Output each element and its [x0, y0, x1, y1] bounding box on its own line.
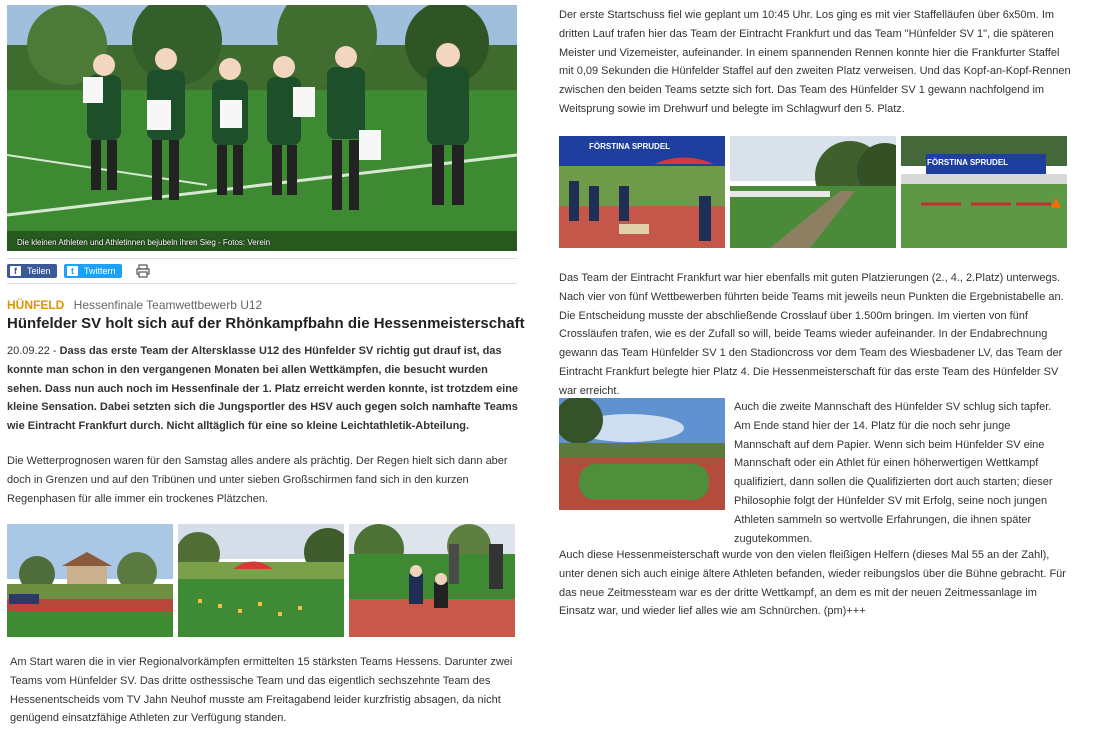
gallery-photo-stadium[interactable] — [7, 524, 173, 637]
article-date: 20.09.22 - — [7, 345, 57, 357]
article-category: Hessenfinale Teamwettbewerb U12 — [73, 298, 263, 312]
gallery-photo-aerial[interactable] — [559, 398, 725, 510]
article-location: HÜNFELD — [7, 298, 65, 312]
twitter-icon: t — [67, 266, 78, 276]
print-icon[interactable] — [136, 264, 150, 278]
facebook-share-button[interactable] — [7, 264, 57, 278]
relay-image — [559, 136, 725, 248]
hurdles-image — [901, 136, 1067, 248]
stadium-image — [7, 524, 173, 637]
sponsor-banner-text: FÖRSTINA SPRUDEL — [589, 142, 671, 151]
gallery-photo-cross[interactable] — [730, 136, 896, 248]
gallery-photo-field[interactable] — [178, 524, 344, 637]
hero-photo-caption: Die kleinen Athleten und Athletinnen bejubeln ihren Sieg - Fotos: Verein — [17, 238, 271, 247]
sponsor-banner-text: FÖRSTINA SPRUDEL — [927, 158, 1009, 167]
article-paragraph: Die Wetterprognosen waren für den Samstag alles andere als prächtig. Der Regen hielt sich dann aber doch in Grenzen und auf den Tribünen und unter sieben Großschirmen fand sich in den kurzen Regenphasen für alle immer ein trockenes Plätzchen. — [7, 455, 508, 505]
twitter-share-label: Twittern — [84, 266, 116, 276]
twitter-share-button[interactable] — [64, 264, 122, 278]
gallery-photo-longjump[interactable] — [349, 524, 515, 637]
gallery-photo-relay[interactable] — [559, 136, 725, 248]
facebook-share-label: Teilen — [27, 266, 51, 276]
article-paragraph: Auch die zweite Mannschaft des Hünfelder SV schlug sich tapfer. Am Ende stand hier der 14. Platz für die noch sehr junge Mannschaft auf dem Papier. Wenn sich beim Hünfelder SV eine Mannschaft oder ein Athlet für einen höherwertigen Wettkampf qualifiziert, dann sollen die Qualifizierten dort auch starten; dieser Philosophie folgt der Hünfelder SV mit Erfolg, seine noch jungen Athleten sammeln so wertvolle Erfahrungen, die ihnen später zugutekommen. — [734, 401, 1053, 545]
crossrun-image — [730, 136, 896, 248]
divider — [7, 258, 517, 259]
article-paragraph: Am Start waren die in vier Regionalvorkämpfen ermittelten 15 stärksten Teams Hessens. Darunter zwei Teams vom Hünfelder SV. Das dritte osthessische Team und das eigentlich sechszehnte Team des Hessenentscheids vom TV Jahn Neuhof musste am Freitagabend leider kurzfristig absagen, da nicht genügend einsatzfähige Athleten zur Verfügung standen. — [10, 656, 513, 725]
facebook-icon: f — [10, 266, 21, 276]
article-paragraph: Auch diese Hessenmeisterschaft wurde von den vielen fleißigen Helfern (dieses Mal 55 an der Zahl), unter denen sich auch einige ältere Athleten befanden, wieder reibungslos über die Bühne gebracht. Für das neue Zeitmessteam war es der dritte Wettkampf, an dem es mit der neuen Zeitmessanlage im Einsatz war, und wieder lief alles wie am Schnürchen. (pm)+++ — [559, 549, 1066, 618]
article-kicker — [7, 298, 262, 312]
article-paragraph: Der erste Startschuss fiel wie geplant um 10:45 Uhr. Los ging es mit vier Staffelläufen über 6x50m. Im dritten Lauf trafen hier das Team der Eintracht Frankfurt und das Team "Hünfelder SV 1", die späteren Meister und Vizemeister, aufeinander. In einem spannenden Rennen konnte hier die Frankfurter Staffel mit 0,09 Sekunden die Hünfelder Staffel auf den zweiten Platz verweisen. Und das Kopf-an-Kopf-Rennen zwischen den beiden Teams setzte sich fort. Das Team des Hünfelder SV 1 gewann nachfolgend im Weitsprung sowie im Drehwurf und belegte im Schlagwurf den 5. Platz. — [559, 9, 1071, 115]
field-image — [178, 524, 344, 637]
article-lead — [7, 342, 519, 436]
gallery-photo-hurdles[interactable] — [901, 136, 1067, 248]
hero-photo[interactable] — [7, 5, 517, 251]
longjump-image — [349, 524, 515, 637]
aerial-stadium-image — [559, 398, 725, 510]
article-paragraph: Das Team der Eintracht Frankfurt war hier ebenfalls mit guten Platzierungen (2., 4., 2.Platz) unterwegs. Nach vier von fünf Wettbewerben führten beide Teams mit jeweils neun Punkten die Ergebnistabelle an. Die Entscheidung musste der abschließende Crosslauf über 1.500m bringen. Im vierten von fünf Crossläufen trafen, wie es der Zufall so will, beide Teams wieder aufeinander. In der Endabrechnung gewann das Team Hünfelder SV 1 den Stadioncross vor dem Team des Wiesbadener LV, das Team der Eintracht Frankfurt belegte hier Platz 4. Die Hessenmeisterschaft für das erste Team des Hünfelder SV war erreicht. — [559, 272, 1064, 397]
divider — [7, 283, 517, 284]
article-lead-text: Dass das erste Team der Altersklasse U12 des Hünfelder SV richtig gut drauf ist, das konnte man schon in den vergangenen Monaten bei allen Wettkämpfen, die besucht wurden sehen. Dass nun auch noch im Hessenfinale der 1. Platz erreicht werden konnte, ist trotzdem eine kleine Sensation. Dabei setzten sich die Jungsportler des HSV auch gegen solch namhafte Teams wie Eintracht Frankfurt durch. Nicht alltäglich für eine so kleine Leichtathletik-Abteilung. — [7, 345, 519, 433]
share-toolbar — [7, 263, 517, 283]
team-celebration-image — [7, 5, 517, 251]
article-title: Hünfelder SV holt sich auf der Rhönkampfbahn die Hessenmeisterschaft — [7, 315, 525, 332]
